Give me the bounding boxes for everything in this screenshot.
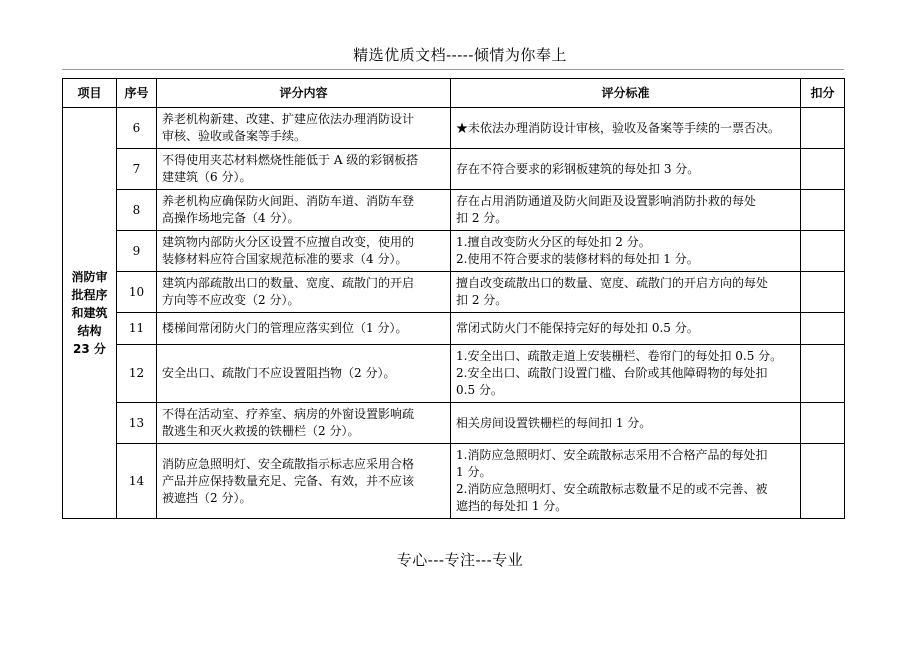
content-line: 建筑物内部防火分区设置不应擅自改变，使用的 bbox=[162, 235, 415, 249]
deduction-cell[interactable] bbox=[801, 190, 845, 231]
header-divider bbox=[62, 69, 844, 70]
criteria-line: ★未依法办理消防设计审核，验收及备案等手续的一票否决。 bbox=[456, 120, 781, 135]
content-cell bbox=[157, 272, 451, 313]
column-header-criteria: 评分标准 bbox=[451, 79, 801, 108]
deduction-cell[interactable] bbox=[801, 231, 845, 272]
content-line: 不得在活动室、疗养室、病房的外窗设置影响疏 bbox=[162, 407, 415, 421]
criteria-line: 0.5 分。 bbox=[456, 383, 503, 397]
table-row bbox=[63, 108, 845, 149]
row-number: 6 bbox=[117, 108, 157, 149]
criteria-cell bbox=[451, 149, 801, 190]
deduction-cell[interactable] bbox=[801, 272, 845, 313]
content-line: 建筑内部疏散出口的数量、宽度、疏散门的开启 bbox=[162, 276, 415, 290]
table-row bbox=[63, 345, 845, 403]
criteria-cell bbox=[451, 444, 801, 519]
criteria-cell bbox=[451, 345, 801, 403]
criteria-line: 2.使用不符合要求的装修材料的每处扣 1 分。 bbox=[456, 252, 699, 266]
criteria-cell bbox=[451, 272, 801, 313]
criteria-line: 遮挡的每处扣 1 分。 bbox=[456, 499, 568, 513]
column-header-deduction: 扣分 bbox=[801, 79, 845, 108]
row-number: 10 bbox=[117, 272, 157, 313]
content-line: 被遮挡（2 分）。 bbox=[162, 490, 252, 505]
content-line: 散逃生和灭火救援的铁栅栏（2 分）。 bbox=[162, 424, 360, 438]
criteria-line: 擅自改变疏散出口的数量、宽度、疏散门的开启方向的每处 bbox=[456, 276, 769, 290]
table-body bbox=[63, 108, 845, 519]
page-header-title: 精选优质文档-----倾情为你奉上 bbox=[353, 46, 567, 64]
content-line: 方向等不应改变（2 分）。 bbox=[162, 293, 300, 307]
category-line: 和建筑 bbox=[71, 306, 108, 320]
row-number: 9 bbox=[117, 231, 157, 272]
table-row bbox=[63, 313, 845, 345]
row-number: 12 bbox=[117, 345, 157, 403]
criteria-cell bbox=[451, 190, 801, 231]
table-row bbox=[63, 272, 845, 313]
criteria-line: 1.擅自改变防火分区的每处扣 2 分。 bbox=[456, 235, 651, 249]
category-line: 结构 bbox=[77, 324, 102, 338]
criteria-line: 常闭式防火门不能保持完好的每处扣 0.5 分。 bbox=[456, 321, 699, 335]
column-header-content: 评分内容 bbox=[157, 79, 451, 108]
criteria-line: 2.消防应急照明灯、安全疏散标志数量不足的或不完善、被 bbox=[456, 482, 768, 496]
row-number: 7 bbox=[117, 149, 157, 190]
deduction-cell[interactable] bbox=[801, 444, 845, 519]
criteria-cell bbox=[451, 313, 801, 345]
criteria-cell bbox=[451, 231, 801, 272]
category-cell bbox=[63, 108, 117, 519]
content-line: 养老机构新建、改建、扩建应依法办理消防设计 bbox=[162, 112, 415, 126]
deduction-cell[interactable] bbox=[801, 403, 845, 444]
criteria-line: 1 分。 bbox=[456, 465, 492, 479]
table-row bbox=[63, 190, 845, 231]
category-line: 批程序 bbox=[71, 288, 108, 302]
content-line: 装修材料应符合国家规范标准的要求（4 分）。 bbox=[162, 252, 408, 266]
content-cell bbox=[157, 345, 451, 403]
content-line: 高操作场地完备（4 分）。 bbox=[162, 211, 300, 225]
content-cell bbox=[157, 149, 451, 190]
content-cell bbox=[157, 108, 451, 149]
scoring-table bbox=[62, 78, 845, 519]
criteria-cell bbox=[451, 403, 801, 444]
row-number: 11 bbox=[117, 313, 157, 345]
deduction-cell[interactable] bbox=[801, 149, 845, 190]
category-line: 23 分 bbox=[73, 342, 106, 356]
deduction-cell[interactable] bbox=[801, 313, 845, 345]
content-cell bbox=[157, 231, 451, 272]
table-row bbox=[63, 403, 845, 444]
table-header-row bbox=[63, 79, 845, 108]
content-cell bbox=[157, 403, 451, 444]
content-line: 养老机构应确保防火间距、消防车道、消防车登 bbox=[162, 194, 415, 208]
row-number: 8 bbox=[117, 190, 157, 231]
content-line: 不得使用夹芯材料燃烧性能低于 A 级的彩钢板搭 bbox=[162, 153, 419, 167]
category-line: 消防审 bbox=[71, 270, 108, 284]
criteria-line: 1.安全出口、疏散走道上安装栅栏、卷帘门的每处扣 0.5 分。 bbox=[456, 349, 783, 363]
criteria-line: 扣 2 分。 bbox=[456, 211, 508, 225]
row-number: 13 bbox=[117, 403, 157, 444]
column-header-item: 项目 bbox=[63, 79, 117, 108]
content-line: 楼梯间常闭防火门的管理应落实到位（1 分）。 bbox=[162, 321, 408, 335]
table-row bbox=[63, 444, 845, 519]
criteria-line: 相关房间设置铁栅栏的每间扣 1 分。 bbox=[456, 415, 652, 430]
row-number: 14 bbox=[117, 444, 157, 519]
content-line: 消防应急照明灯、安全疏散指示标志应采用合格 bbox=[162, 456, 415, 471]
page-footer-text: 专心---专注---专业 bbox=[396, 551, 524, 569]
criteria-line: 扣 2 分。 bbox=[456, 293, 508, 307]
deduction-cell[interactable] bbox=[801, 345, 845, 403]
criteria-line: 2.安全出口、疏散门设置门槛、台阶或其他障碍物的每处扣 bbox=[456, 366, 768, 380]
table-row bbox=[63, 231, 845, 272]
criteria-cell bbox=[451, 108, 801, 149]
deduction-cell[interactable] bbox=[801, 108, 845, 149]
criteria-line: 1.消防应急照明灯、安全疏散标志采用不合格产品的每处扣 bbox=[456, 448, 768, 462]
content-cell bbox=[157, 190, 451, 231]
content-cell bbox=[157, 444, 451, 519]
content-cell bbox=[157, 313, 451, 345]
content-line: 产品并应保持数量充足、完备、有效，并不应该 bbox=[162, 473, 415, 488]
content-line: 建建筑（6 分）。 bbox=[162, 170, 252, 184]
content-line: 审核、验收或备案等手续。 bbox=[162, 129, 307, 143]
criteria-line: 存在不符合要求的彩钢板建筑的每处扣 3 分。 bbox=[456, 161, 700, 176]
table-row bbox=[63, 149, 845, 190]
criteria-line: 存在占用消防通道及防火间距及设置影响消防扑救的每处 bbox=[456, 194, 757, 208]
column-header-number: 序号 bbox=[117, 79, 157, 108]
content-line: 安全出口、疏散门不应设置阻挡物（2 分）。 bbox=[162, 366, 396, 380]
